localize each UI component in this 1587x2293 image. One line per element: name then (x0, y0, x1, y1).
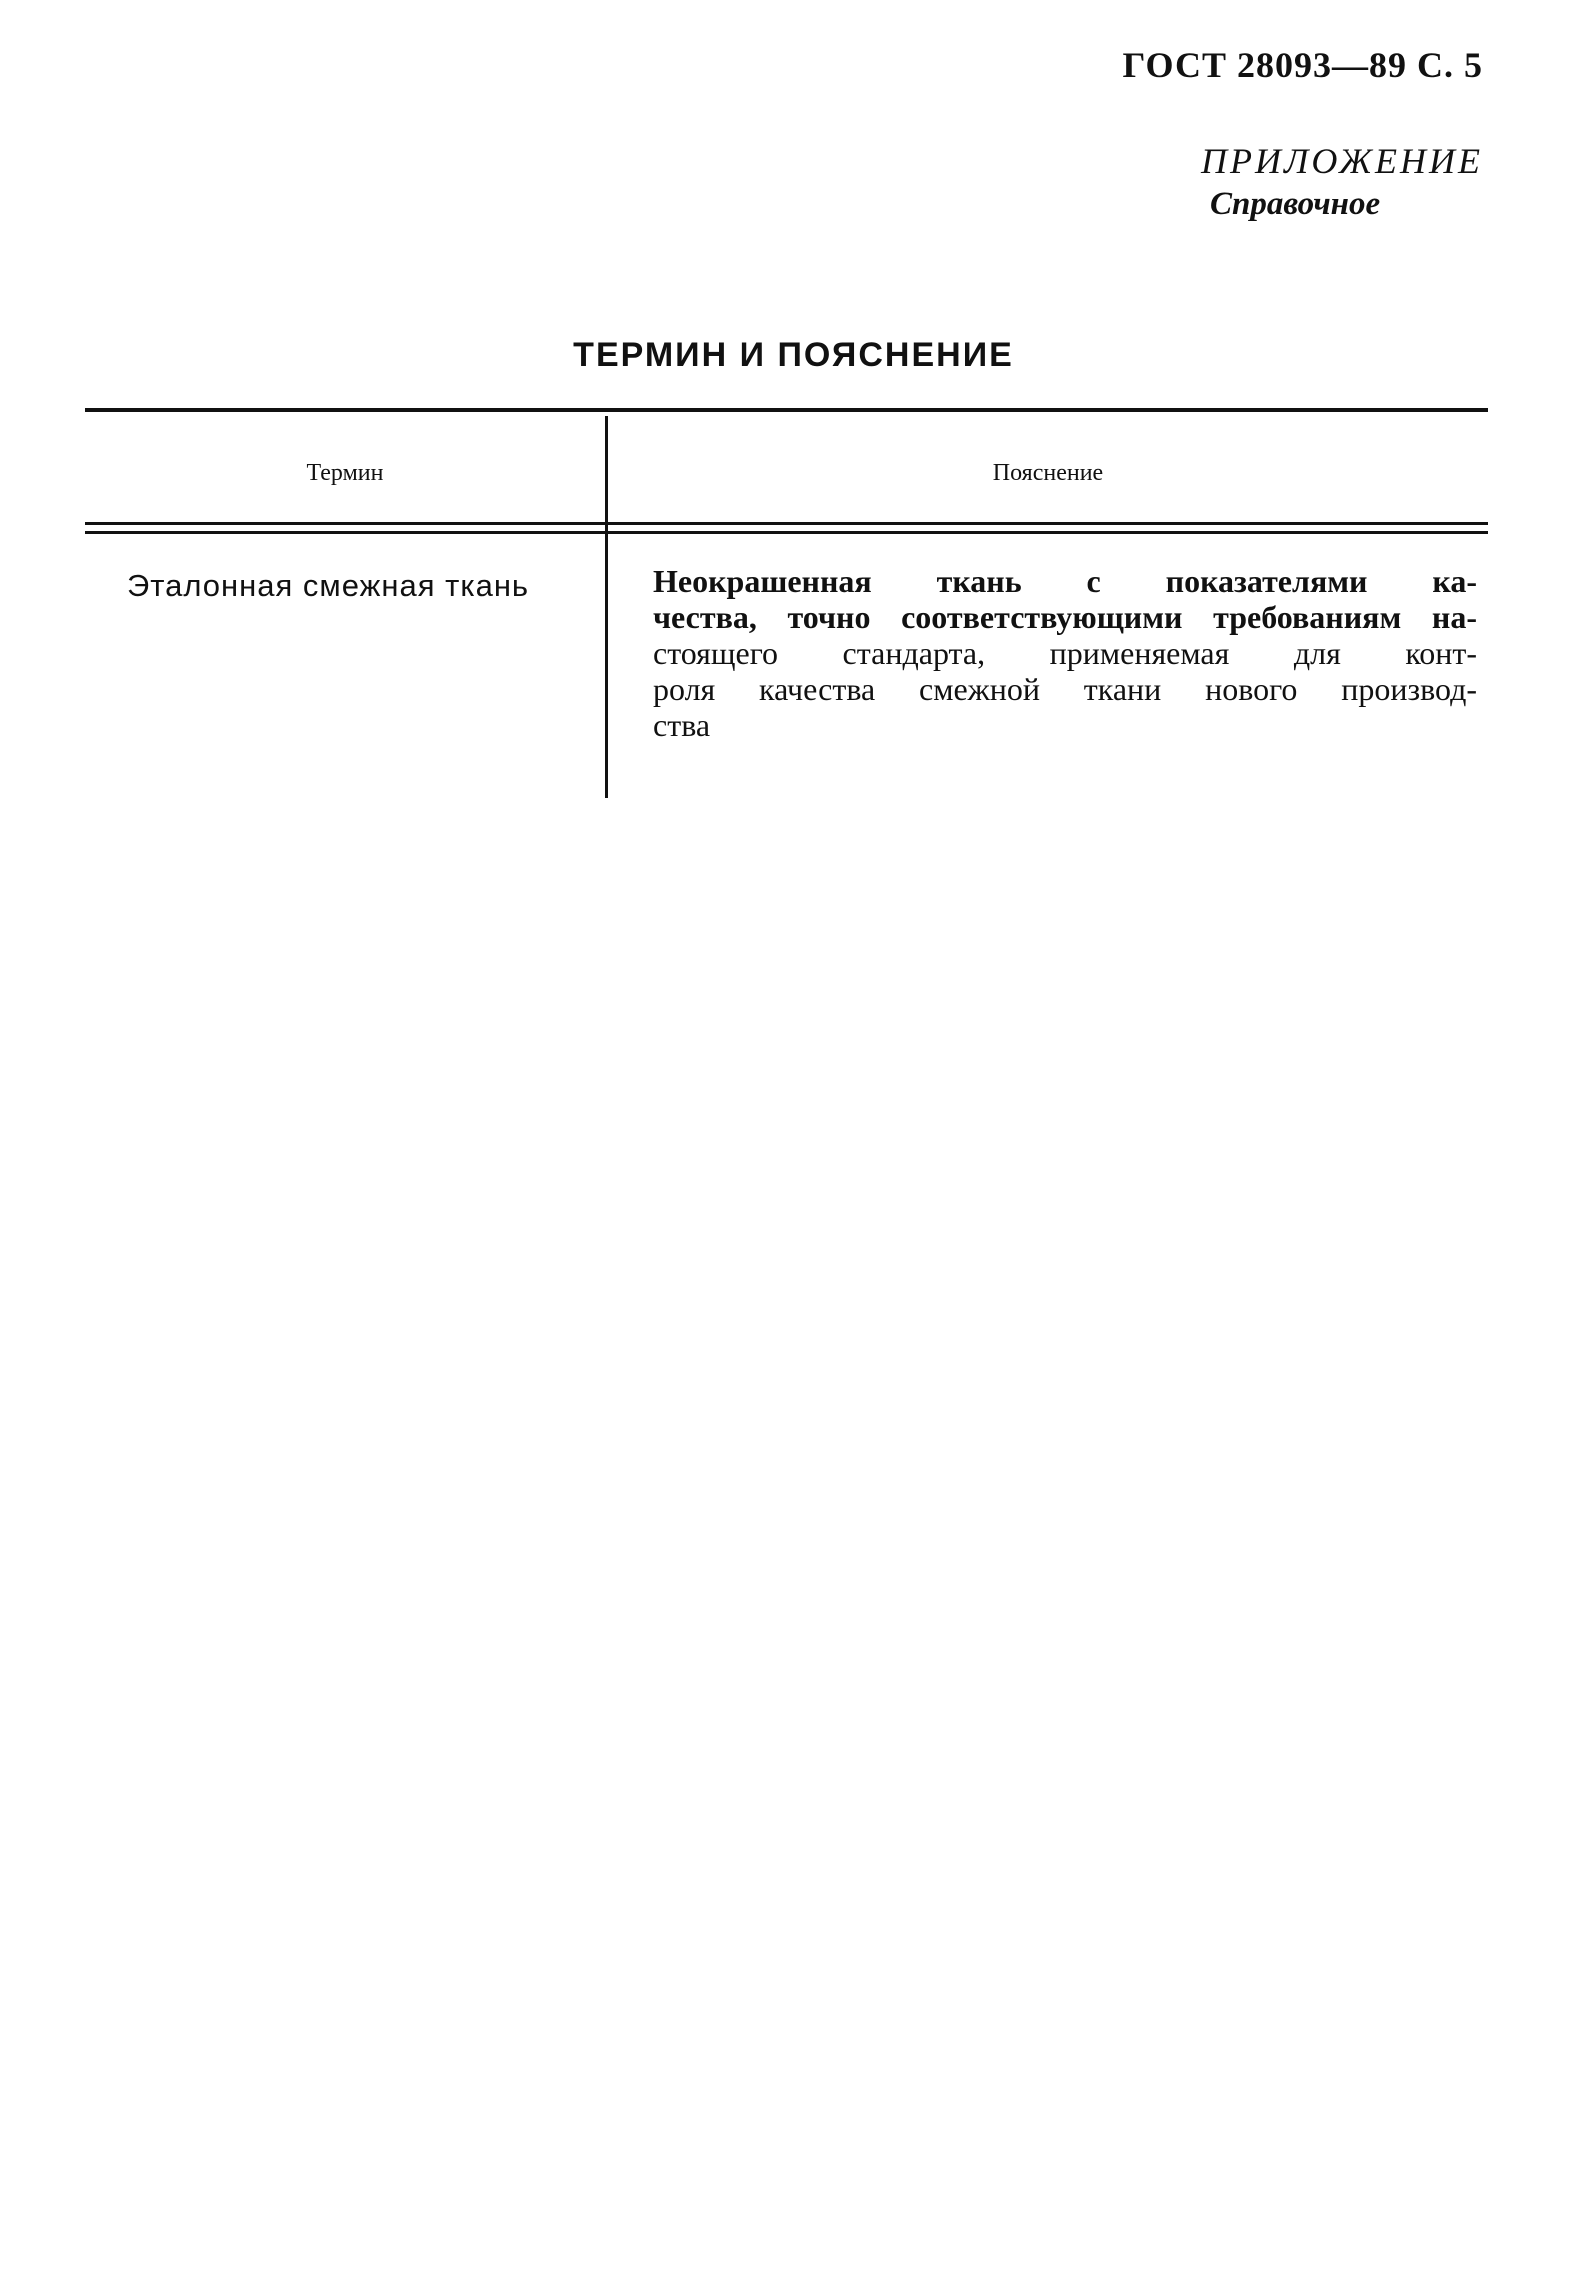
terms-table (85, 408, 1488, 798)
explanation-line: чества, точно соответствующими требованиям на- (653, 599, 1477, 635)
header-rule-upper (85, 522, 1488, 525)
explanation-line: стоящего стандарта, применяемая для конт- (653, 635, 1477, 671)
explanation-line: Неокрашенная ткань с показателями ка- (653, 563, 1477, 599)
table-top-rule (85, 408, 1488, 412)
column-header-term: Термин (306, 460, 384, 486)
explanation-line: роля качества смежной ткани нового производ- (653, 671, 1477, 707)
column-header-explanation: Пояснение (992, 460, 1104, 486)
explanation-line: ства (653, 707, 711, 743)
appendix-type: Справочное (1210, 186, 1381, 222)
appendix-label: ПРИЛОЖЕНИЕ (1201, 141, 1483, 181)
table-row-explanation (653, 563, 1477, 743)
table-row-term: Эталонная смежная ткань (127, 568, 530, 603)
page-title: ТЕРМИН И ПОЯСНЕНИЕ (573, 336, 1014, 374)
header-rule-lower (85, 531, 1488, 534)
standard-code: ГОСТ 28093—89 С. 5 (1122, 45, 1483, 85)
